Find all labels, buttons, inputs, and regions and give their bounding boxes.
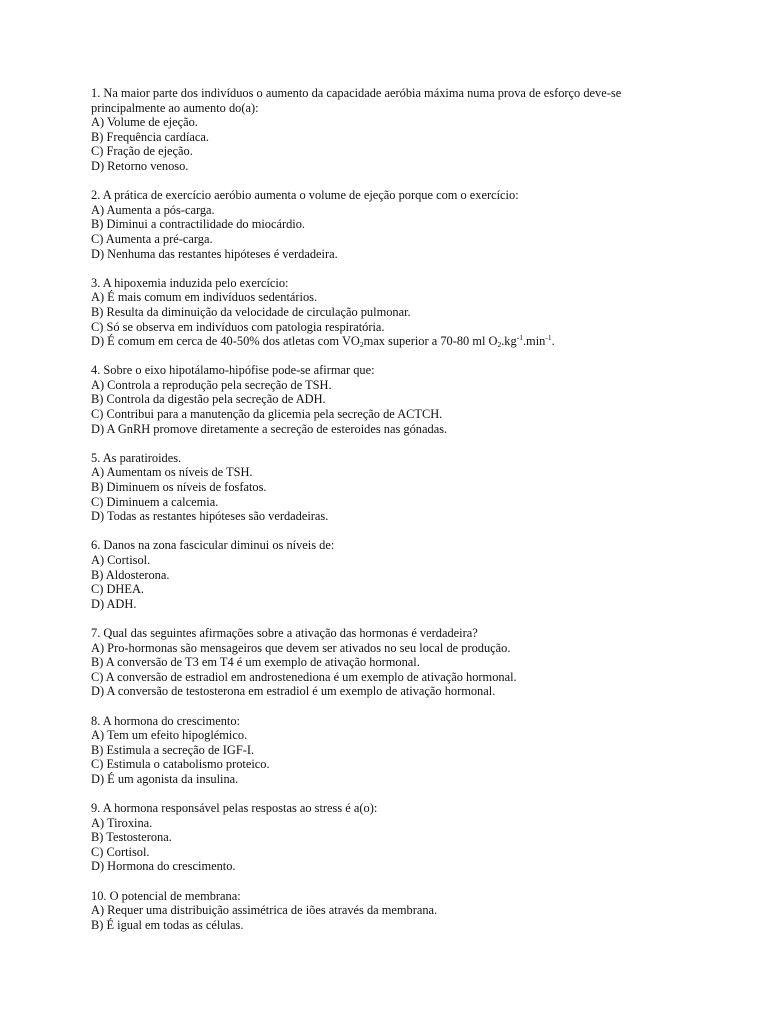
question-stem: 10. O potencial de membrana: [91, 888, 241, 903]
question-5 [91, 451, 691, 524]
question-3 [91, 276, 691, 349]
option-d [91, 334, 691, 349]
option-d-text-5: . [551, 334, 555, 349]
question-9 [91, 801, 691, 874]
document-page [91, 86, 691, 947]
option-b: B) É igual em todas as células. [91, 917, 244, 932]
option-b: B) A conversão de T3 em T4 é um exemplo de ativação hormonal. [91, 655, 420, 670]
option-d: D) Todas as restantes hipóteses são verdadeiras. [91, 509, 329, 524]
option-c: C) A conversão de estradiol em androstenediona é um exemplo de ativação hormonal. [91, 669, 517, 684]
option-b: B) Estimula a secreção de IGF-I. [91, 742, 255, 757]
option-d: D) A GnRH promove diretamente a secreção de esteroides nas gónadas. [91, 421, 448, 436]
question-stem: 7. Qual das seguintes afirmações sobre a ativação das hormonas é verdadeira? [91, 625, 478, 640]
question-stem: 5. As paratiroides. [91, 450, 182, 465]
option-a: A) Tem um efeito hipoglémico. [91, 728, 248, 743]
option-d: D) ADH. [91, 596, 137, 611]
option-d: D) Nenhuma das restantes hipóteses é verdadeira. [91, 246, 338, 261]
option-a: A) Requer uma distribuição assimétrica de iões através da membrana. [91, 903, 438, 918]
option-c: C) Estimula o catabolismo proteico. [91, 757, 270, 772]
option-d-text-3: .kg [501, 334, 517, 349]
option-b: B) Resulta da diminuição da velocidade de circulação pulmonar. [91, 304, 411, 319]
option-c: C) Aumenta a pré-carga. [91, 231, 213, 246]
option-a: A) Controla a reprodução pela secreção de TSH. [91, 377, 332, 392]
option-a: A) Pro-hormonas são mensageiros que devem ser ativados no seu local de produção. [91, 640, 511, 655]
option-c: C) Diminuem a calcemia. [91, 494, 219, 509]
question-stem: 3. A hipoxemia induzida pelo exercício: [91, 275, 289, 290]
option-c: C) DHEA. [91, 582, 144, 597]
option-b: B) Controla da digestão pela secreção de ADH. [91, 392, 326, 407]
option-c: C) Contribui para a manutenção da glicemia pela secreção de ACTCH. [91, 407, 443, 422]
question-stem: 1. Na maior parte dos indivíduos o aumento da capacidade aeróbia máxima numa prova de esforço deve-se principalmente ao aumento do(a): [91, 86, 622, 115]
option-b: B) Diminuem os níveis de fosfatos. [91, 480, 267, 495]
option-d: D) A conversão de testosterona em estradiol é um exemplo de ativação hormonal. [91, 684, 496, 699]
option-b: B) Aldosterona. [91, 567, 170, 582]
option-c: C) Só se observa em indivíduos com patologia respiratória. [91, 319, 385, 334]
question-stem: 9. A hormona responsável pelas respostas ao stress é a(o): [91, 801, 378, 816]
question-4 [91, 363, 691, 436]
option-a: A) Volume de ejeção. [91, 115, 198, 130]
option-d: D) Retorno venoso. [91, 158, 189, 173]
option-d: D) É um agonista da insulina. [91, 771, 239, 786]
option-c: C) Fração de ejeção. [91, 144, 193, 159]
option-d-text-2: max superior a 70-80 ml O [363, 334, 498, 349]
question-stem: 4. Sobre o eixo hipotálamo-hipófise pode-se afirmar que: [91, 363, 375, 378]
question-stem: 8. A hormona do crescimento: [91, 713, 241, 728]
option-b: B) Testosterona. [91, 830, 172, 845]
question-7 [91, 626, 691, 699]
option-c: C) Cortisol. [91, 844, 150, 859]
subscript-2: 2 [359, 340, 364, 350]
option-a: A) Tiroxina. [91, 815, 153, 830]
option-d: D) Hormona do crescimento. [91, 859, 236, 874]
question-10 [91, 889, 691, 933]
option-b: B) Diminui a contractilidade do miocárdio. [91, 217, 306, 232]
option-a: A) É mais comum em indivíduos sedentários. [91, 290, 318, 305]
option-d-text-1: D) É comum em cerca de 40-50% dos atletas com VO [91, 334, 360, 349]
option-a: A) Aumentam os níveis de TSH. [91, 465, 253, 480]
question-2 [91, 188, 691, 261]
subscript-2: 2 [497, 340, 502, 350]
option-a: A) Aumenta a pós-carga. [91, 202, 215, 217]
question-stem: 2. A prática de exercício aeróbio aumenta o volume de ejeção porque com o exercício: [91, 188, 519, 203]
option-d-text-4: .min [522, 334, 546, 349]
question-1 [91, 86, 691, 174]
superscript-minus-1: -1 [516, 333, 523, 343]
option-b: B) Frequência cardíaca. [91, 129, 209, 144]
question-8 [91, 714, 691, 787]
option-a: A) Cortisol. [91, 553, 151, 567]
question-stem: 6. Danos na zona fascicular diminui os níveis de: [91, 538, 335, 553]
question-6 [91, 538, 691, 611]
superscript-minus-1: -1 [545, 333, 552, 343]
